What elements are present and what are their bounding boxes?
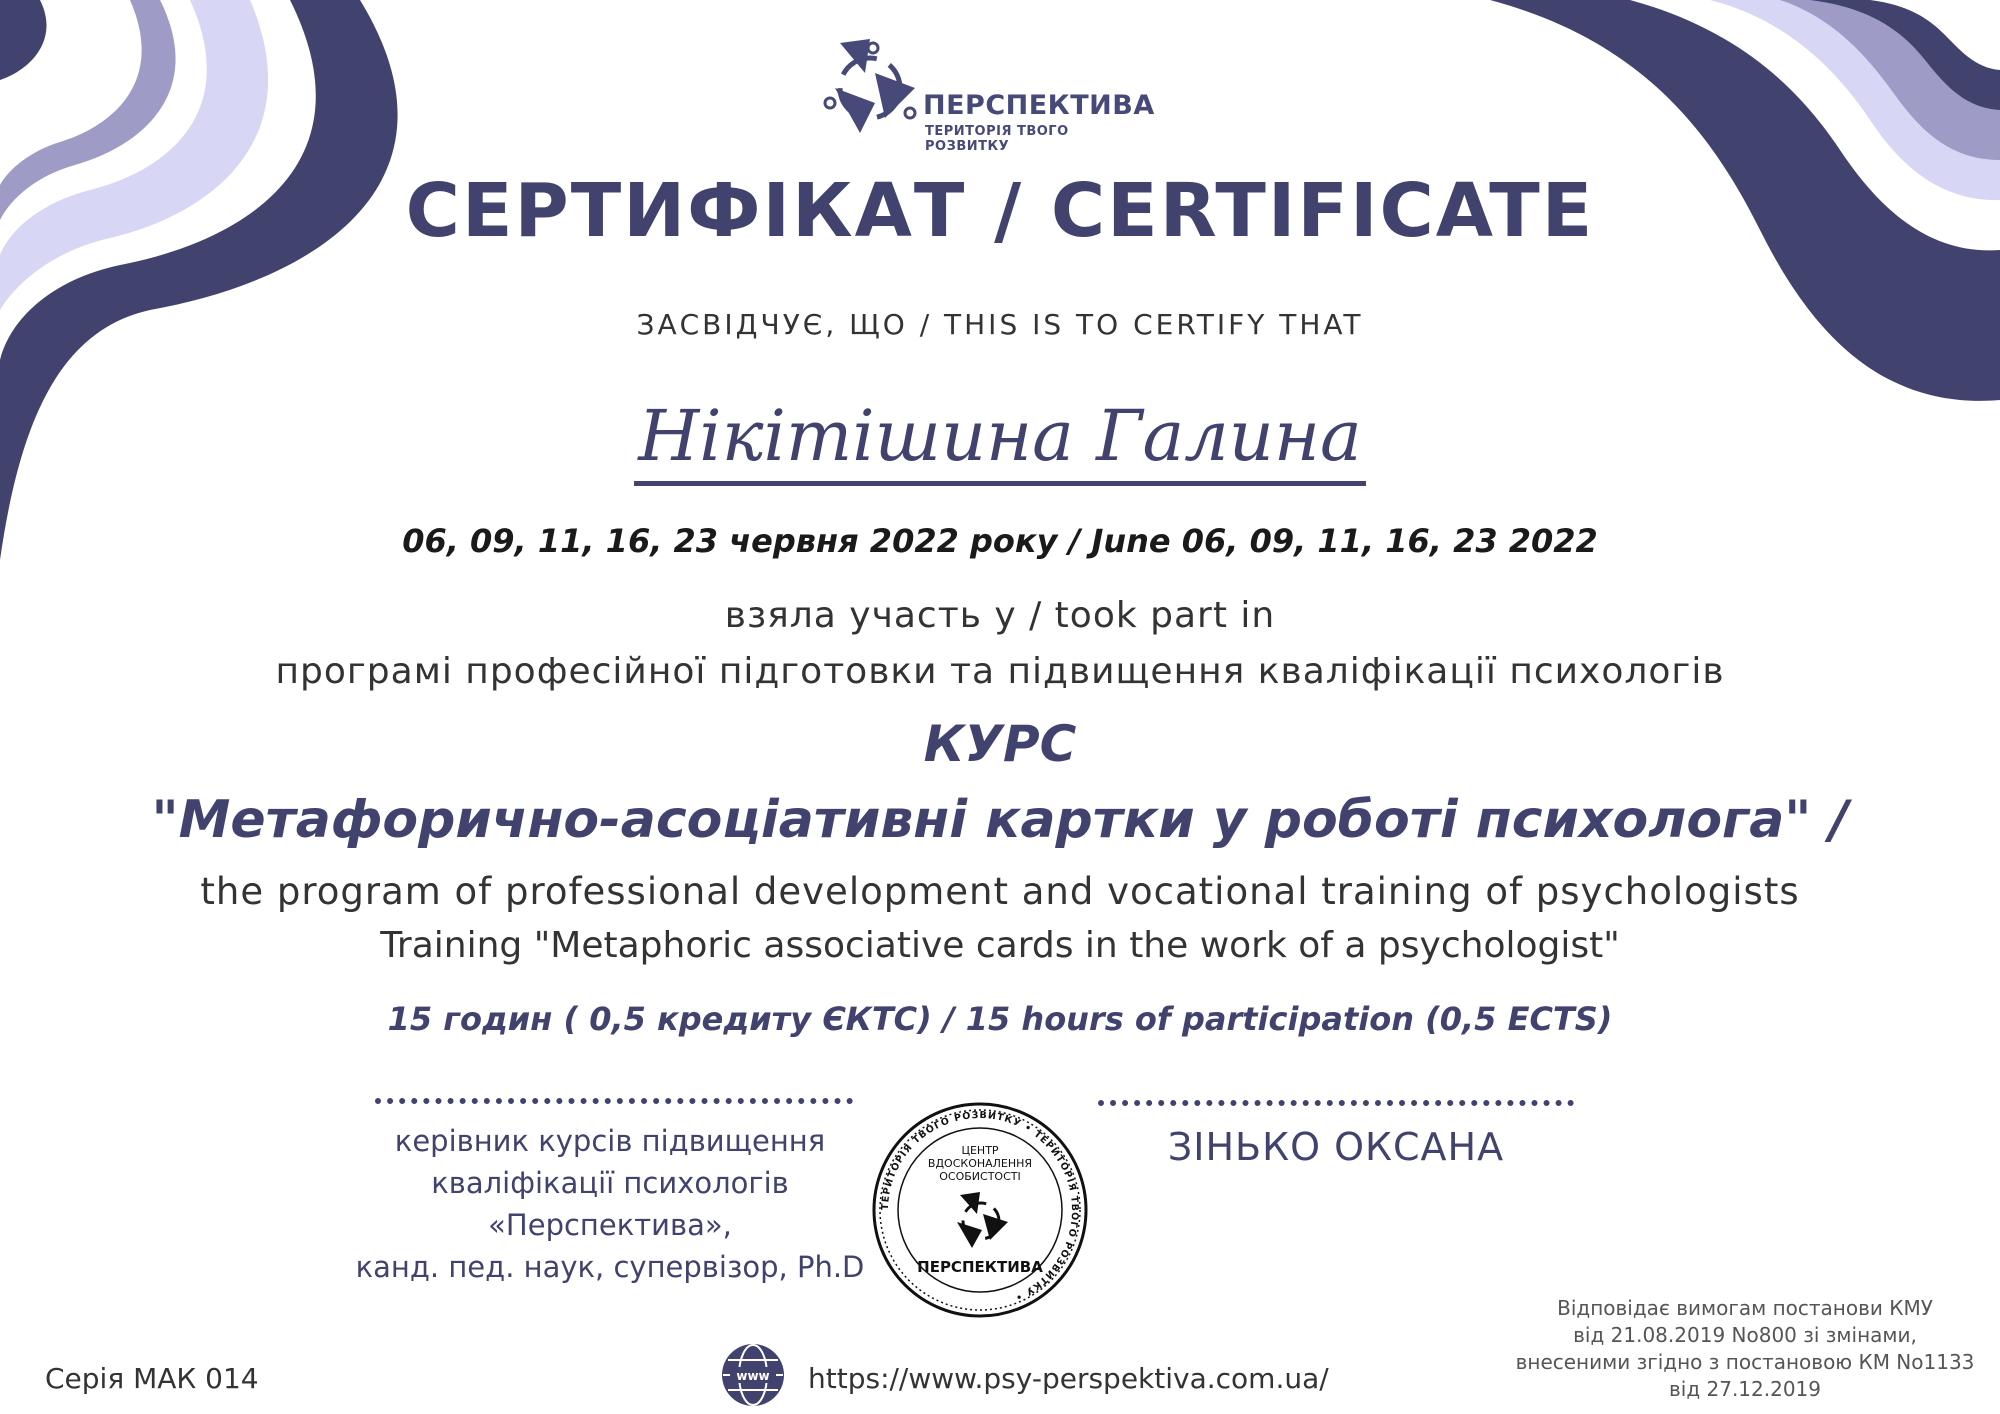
website-link[interactable]: https://www.psy-perspektiva.com.ua/ bbox=[808, 1362, 1329, 1395]
training-name-en: Training "Metaphoric associative cards in the work of a psychologist" bbox=[380, 925, 1620, 966]
compliance-line: внесеними згідно з постановою КМ No1133 bbox=[1515, 1350, 1975, 1374]
certificate-series: Серія МАК 014 bbox=[45, 1362, 259, 1395]
stamp-bottom-text: ПЕРСПЕКТИВА bbox=[917, 1258, 1043, 1276]
supervisor-line: керівник курсів підвищення bbox=[394, 1124, 826, 1158]
perspektiva-logo-icon bbox=[815, 33, 925, 148]
signature-line-right bbox=[1098, 1100, 1574, 1106]
supervisor-line: кваліфікації психологів bbox=[431, 1166, 789, 1200]
program-description-ua: програмі професійної підготовки та підвищення кваліфікації психологів bbox=[275, 651, 1725, 692]
globe-label: www bbox=[736, 1369, 770, 1383]
compliance-line: від 27.12.2019 bbox=[1668, 1377, 1822, 1401]
supervisor-line: канд. пед. наук, супервізор, Ph.D bbox=[355, 1250, 865, 1284]
compliance-line: від 21.08.2019 No800 зі змінами, bbox=[1573, 1323, 1917, 1347]
stamp-ring-text: ТЕРИТОРІЯ ТВОГО РОЗВИТКУ • ТЕРИТОРІЯ ТВОГО РОЗВИТКУ • bbox=[879, 1109, 1081, 1303]
course-label: КУРС bbox=[923, 715, 1077, 773]
header-logo bbox=[815, 28, 1155, 158]
course-dates: 06, 09, 11, 16, 23 червня 2022 року / June 06, 09, 11, 16, 23 2022 bbox=[402, 522, 1598, 560]
recipient-name-text: Нікітішина Галина bbox=[634, 395, 1365, 486]
official-stamp bbox=[870, 1100, 1090, 1320]
course-hours: 15 годин ( 0,5 кредиту ЄКТС) / 15 hours of participation (0,5 ECTS) bbox=[387, 1000, 1613, 1038]
compliance-line: Відповідає вимогам постанови КМУ bbox=[1557, 1296, 1933, 1320]
stamp-center-text: ВДОСКОНАЛЕННЯ bbox=[927, 1157, 1033, 1170]
compliance-note bbox=[1515, 1295, 1975, 1403]
certify-line: ЗАСВІДЧУЄ, ЩО / THIS IS TO CERTIFY THAT bbox=[636, 308, 1364, 341]
stamp-center-text: ЦЕНТР bbox=[961, 1144, 999, 1157]
supervisor-title bbox=[330, 1120, 890, 1288]
certificate-title: СЕРТИФІКАТ / CERTIFICATE bbox=[405, 168, 1595, 254]
logo-tagline: ТЕРИТОРІЯ ТВОГО РОЗВИТКУ bbox=[925, 124, 1069, 154]
signer-name: ЗІНЬКО ОКСАНА bbox=[1167, 1125, 1505, 1169]
course-name: "Метафорично-асоціативні картки у роботі психолога" / bbox=[151, 790, 1849, 850]
globe-icon bbox=[720, 1342, 786, 1408]
took-part-line: взяла участь у / took part in bbox=[724, 595, 1276, 636]
signature-line-left bbox=[375, 1098, 853, 1104]
program-description-en: the program of professional development and vocational training of psychologists bbox=[200, 870, 1800, 913]
recipient-name bbox=[0, 395, 2000, 477]
stamp-center-text: ОСОБИСТОСТІ bbox=[939, 1170, 1021, 1183]
supervisor-line: «Перспектива», bbox=[488, 1208, 732, 1242]
logo-name: ПЕРСПЕКТИВА bbox=[923, 90, 1155, 121]
